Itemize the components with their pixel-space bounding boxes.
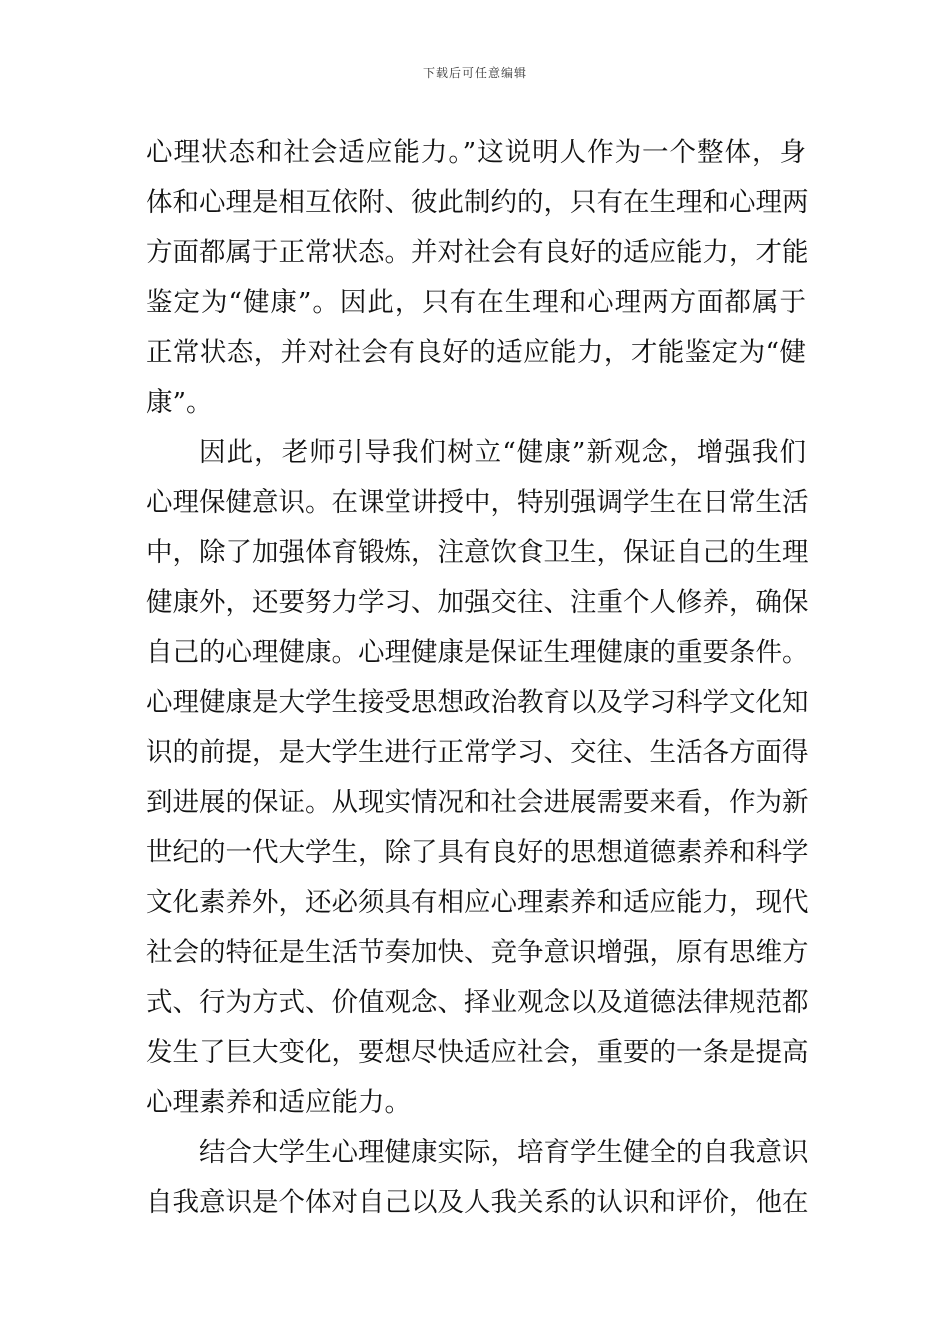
text-line: 鉴定为“健康”。因此，只有在生理和心理两方面都属于 [146, 287, 806, 318]
text-line: 心理健康是大学生接受思想政治教育以及学习科学文化知 [146, 687, 809, 718]
text-line: 自己的心理健康。心理健康是保证生理健康的重要条件。 [146, 637, 809, 668]
text-line: 中，除了加强体育锻炼，注意饮食卫生，保证自己的生理 [146, 537, 809, 568]
text-line: 发生了巨大变化，要想尽快适应社会，重要的一条是提高 [146, 1037, 809, 1068]
text-line: 式、行为方式、价值观念、择业观念以及道德法律规范都 [146, 987, 809, 1018]
text-line: 结合大学生心理健康实际，培育学生健全的自我意识 [199, 1137, 809, 1168]
header-note: 下载后可任意编辑 [422, 66, 527, 80]
text-line: 体和心理是相互依附、彼此制约的，只有在生理和心理两 [146, 187, 809, 218]
text-line: 社会的特征是生活节奏加快、竞争意识增强，原有思维方 [146, 937, 809, 968]
text-line: 心理保健意识。在课堂讲授中，特别强调学生在日常生活 [146, 487, 809, 518]
text-line: 自我意识是个体对自己以及人我关系的认识和评价，他在 [146, 1187, 809, 1218]
document-body [146, 128, 809, 1228]
text-line: 世纪的一代大学生，除了具有良好的思想道德素养和科学 [146, 837, 809, 868]
text-line: 康”。 [146, 387, 213, 418]
text-line: 因此，老师引导我们树立“健康”新观念，增强我们 [199, 437, 806, 468]
text-line: 识的前提，是大学生进行正常学习、交往、生活各方面得 [146, 737, 809, 768]
text-line: 心理素养和适应能力。 [146, 1087, 411, 1118]
text-line: 心理状态和社会适应能力。”这说明人作为一个整体，身 [146, 137, 806, 168]
text-line: 健康外，还要努力学习、加强交往、注重个人修养，确保 [146, 587, 809, 618]
text-line: 正常状态，并对社会有良好的适应能力，才能鉴定为“健 [146, 337, 806, 368]
text-line: 方面都属于正常状态。并对社会有良好的适应能力，才能 [146, 237, 809, 268]
text-line: 文化素养外，还必须具有相应心理素养和适应能力，现代 [146, 887, 809, 918]
text-line: 到进展的保证。从现实情况和社会进展需要来看，作为新 [146, 787, 809, 818]
